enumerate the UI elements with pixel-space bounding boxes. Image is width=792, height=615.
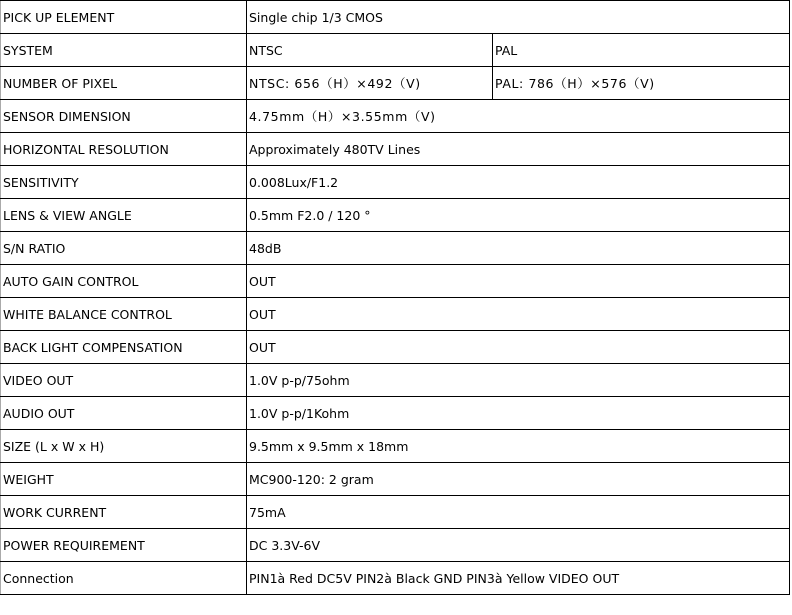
row-value: 9.5mm x 9.5mm x 18mm (247, 430, 790, 463)
row-label: Connection (1, 562, 247, 595)
table-row (1, 67, 790, 100)
row-label: HORIZONTAL RESOLUTION (1, 133, 247, 166)
table-row (1, 529, 790, 562)
row-label: SENSITIVITY (1, 166, 247, 199)
row-value: 1.0V p-p/1Kohm (247, 397, 790, 430)
row-value: OUT (247, 265, 790, 298)
row-label: VIDEO OUT (1, 364, 247, 397)
row-value: DC 3.3V-6V (247, 529, 790, 562)
row-value: OUT (247, 331, 790, 364)
table-row (1, 1, 790, 34)
row-value: 48dB (247, 232, 790, 265)
row-label: SENSOR DIMENSION (1, 100, 247, 133)
row-label: WHITE BALANCE CONTROL (1, 298, 247, 331)
row-label: SYSTEM (1, 34, 247, 67)
table-row (1, 100, 790, 133)
row-value: 1.0V p-p/75ohm (247, 364, 790, 397)
row-value: MC900-120: 2 gram (247, 463, 790, 496)
table-row (1, 133, 790, 166)
table-row (1, 364, 790, 397)
row-label: NUMBER OF PIXEL (1, 67, 247, 100)
table-row (1, 265, 790, 298)
table-row (1, 34, 790, 67)
table-row (1, 232, 790, 265)
table-row (1, 496, 790, 529)
row-label: POWER REQUIREMENT (1, 529, 247, 562)
table-row (1, 397, 790, 430)
row-value-pal: PAL (493, 34, 790, 67)
table-row (1, 199, 790, 232)
table-row (1, 331, 790, 364)
row-value: 0.008Lux/F1.2 (247, 166, 790, 199)
row-value: OUT (247, 298, 790, 331)
row-value: 75mA (247, 496, 790, 529)
row-value: 4.75mm（H）×3.55mm（V) (247, 100, 790, 133)
row-value: Single chip 1/3 CMOS (247, 1, 790, 34)
row-label: WORK CURRENT (1, 496, 247, 529)
row-label: WEIGHT (1, 463, 247, 496)
table-row (1, 166, 790, 199)
row-value-ntsc: NTSC (247, 34, 493, 67)
table-row (1, 463, 790, 496)
row-label: BACK LIGHT COMPENSATION (1, 331, 247, 364)
row-label: SIZE (L x W x H) (1, 430, 247, 463)
row-value: PIN1à Red DC5V PIN2à Black GND PIN3à Yellow VIDEO OUT (247, 562, 790, 595)
row-value: Approximately 480TV Lines (247, 133, 790, 166)
row-value-pal: PAL: 786（H）×576（V) (493, 67, 790, 100)
row-label: AUTO GAIN CONTROL (1, 265, 247, 298)
row-label: AUDIO OUT (1, 397, 247, 430)
table-row (1, 430, 790, 463)
row-value: 0.5mm F2.0 / 120 ° (247, 199, 790, 232)
table-row (1, 298, 790, 331)
row-label: LENS & VIEW ANGLE (1, 199, 247, 232)
row-label: PICK UP ELEMENT (1, 1, 247, 34)
row-label: S/N RATIO (1, 232, 247, 265)
row-value-ntsc: NTSC: 656（H）×492（V) (247, 67, 493, 100)
table-row (1, 562, 790, 595)
